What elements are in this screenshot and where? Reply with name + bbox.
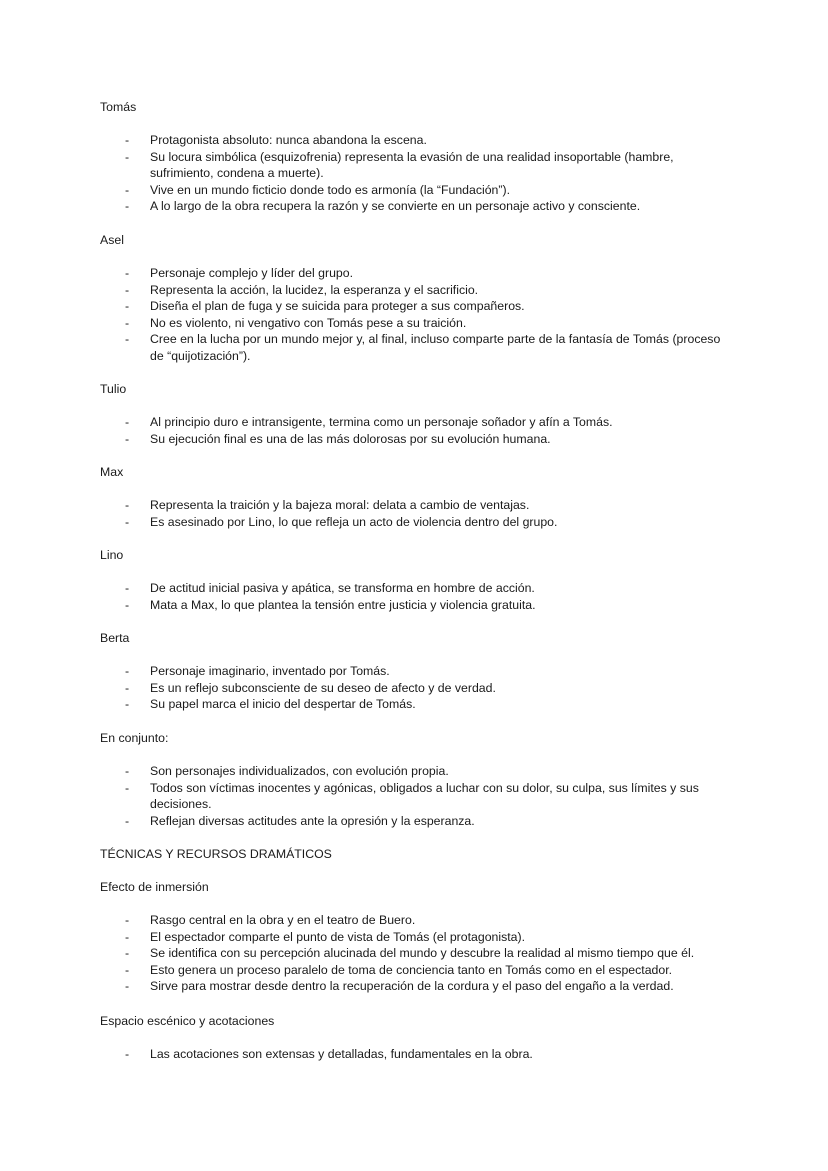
section-efecto-inmersion-list xyxy=(100,912,740,995)
section-berta-list xyxy=(100,663,740,713)
list-item: - Reflejan diversas actitudes ante la opresión y la esperanza. xyxy=(125,813,475,828)
bullet: - xyxy=(125,680,130,695)
section-lino xyxy=(100,547,740,563)
bullet: - xyxy=(125,913,130,927)
section-heading: Lino xyxy=(100,548,124,562)
list-item: - Esto genera un proceso paralelo de toma de conciencia tanto en Tomás como en el espectador. xyxy=(125,962,673,977)
section-efecto-inmersion xyxy=(100,879,740,895)
section-heading: Espacio escénico y acotaciones xyxy=(100,1014,275,1028)
section-en-conjunto xyxy=(100,730,740,746)
list-item: - Su locura simbólica (esquizofrenia) representa la evasión de una realidad insoportable (hambre, sufrimiento, condena a muerte). xyxy=(125,149,674,181)
section-heading: Berta xyxy=(100,631,130,645)
bullet: - xyxy=(125,664,130,678)
section-tomas xyxy=(100,99,740,115)
list-item: - Su ejecución final es una de las más dolorosas por su evolución humana. xyxy=(125,431,551,446)
list-item: - Representa la traición y la bajeza moral: delata a cambio de ventajas. xyxy=(125,498,530,512)
list-item: - Diseña el plan de fuga y se suicida para proteger a sus compañeros. xyxy=(125,299,525,314)
section-tulio-list xyxy=(100,414,740,447)
list-item: - Protagonista absoluto: nunca abandona la escena. xyxy=(125,133,427,147)
bullet: - xyxy=(125,199,130,214)
bullet: - xyxy=(125,979,130,994)
section-heading: Efecto de inmersión xyxy=(100,880,209,894)
bullet: - xyxy=(125,133,130,147)
list-item: - Son personajes individualizados, con evolución propia. xyxy=(125,764,449,778)
list-item: - Es un reflejo subconsciente de su deseo de afecto y de verdad. xyxy=(125,680,496,695)
bullet: - xyxy=(125,266,130,280)
bullet: - xyxy=(125,182,130,197)
list-item: - De actitud inicial pasiva y apática, se transforma en hombre de acción. xyxy=(125,581,535,595)
bullet: - xyxy=(125,332,130,347)
section-tomas-list xyxy=(100,132,740,215)
list-item: - Cree en la lucha por un mundo mejor y, al final, incluso comparte parte de la fantasía de Tomás (proceso de “quijotización”). xyxy=(125,332,721,363)
section-berta xyxy=(100,630,740,646)
section-heading: Tomás xyxy=(100,100,137,114)
section-lino-list xyxy=(100,580,740,613)
section-max-list xyxy=(100,497,740,530)
section-tulio xyxy=(100,381,740,397)
bullet: - xyxy=(125,431,130,446)
section-heading: Tulio xyxy=(100,382,127,396)
bullet: - xyxy=(125,597,130,612)
list-item: - Personaje complejo y líder del grupo. xyxy=(125,266,354,280)
list-item: - No es violento, ni vengativo con Tomás pese a su traición. xyxy=(125,315,467,330)
bullet: - xyxy=(125,415,130,429)
bullet: - xyxy=(125,780,130,795)
section-asel-list xyxy=(100,265,740,365)
section-espacio-escenico xyxy=(100,1013,740,1029)
section-title: TÉCNICAS Y RECURSOS DRAMÁTICOS xyxy=(100,847,332,861)
section-espacio-escenico-list xyxy=(100,1046,740,1063)
list-item: - El espectador comparte el punto de vista de Tomás (el protagonista). xyxy=(125,929,526,944)
list-item: - Personaje imaginario, inventado por Tomás. xyxy=(125,664,390,678)
list-item: - Su papel marca el inicio del despertar de Tomás. xyxy=(125,697,416,712)
bullet: - xyxy=(125,581,130,595)
bullet: - xyxy=(125,764,130,778)
section-heading: En conjunto: xyxy=(100,731,169,745)
section-tecnicas xyxy=(100,846,740,862)
bullet: - xyxy=(125,813,130,828)
list-item: - Rasgo central en la obra y en el teatro de Buero. xyxy=(125,913,416,927)
bullet: - xyxy=(125,946,130,961)
bullet: - xyxy=(125,299,130,314)
bullet: - xyxy=(125,929,130,944)
list-item: - Se identifica con su percepción alucinada del mundo y descubre la realidad al mismo tiempo que él. xyxy=(125,946,695,961)
bullet: - xyxy=(125,697,130,712)
list-item: - Representa la acción, la lucidez, la esperanza y el sacrificio. xyxy=(125,282,479,297)
list-item: - A lo largo de la obra recupera la razón y se convierte en un personaje activo y consciente. xyxy=(125,199,641,214)
section-heading: Asel xyxy=(100,233,124,247)
list-item: - Es asesinado por Lino, lo que refleja un acto de violencia dentro del grupo. xyxy=(125,514,558,529)
section-max xyxy=(100,464,740,480)
section-en-conjunto-list xyxy=(100,763,740,829)
list-item: - Todos son víctimas inocentes y agónicas, obligados a luchar con su dolor, su culpa, sus límites y sus decisiones. xyxy=(125,780,699,812)
list-item: - Al principio duro e intransigente, termina como un personaje soñador y afín a Tomás. xyxy=(125,415,613,429)
bullet: - xyxy=(125,149,130,164)
section-asel xyxy=(100,232,740,248)
bullet: - xyxy=(125,498,130,512)
bullet: - xyxy=(125,1047,130,1061)
list-item: - Sirve para mostrar desde dentro la recuperación de la cordura y el paso del engaño a la verdad. xyxy=(125,979,674,994)
list-item: - Mata a Max, lo que plantea la tensión entre justicia y violencia gratuita. xyxy=(125,597,536,612)
bullet: - xyxy=(125,514,130,529)
bullet: - xyxy=(125,962,130,977)
bullet: - xyxy=(125,282,130,297)
section-heading: Max xyxy=(100,465,124,479)
list-item: - Las acotaciones son extensas y detalladas, fundamentales en la obra. xyxy=(125,1047,533,1061)
list-item: - Vive en un mundo ficticio donde todo es armonía (la “Fundación”). xyxy=(125,182,511,197)
bullet: - xyxy=(125,315,130,330)
